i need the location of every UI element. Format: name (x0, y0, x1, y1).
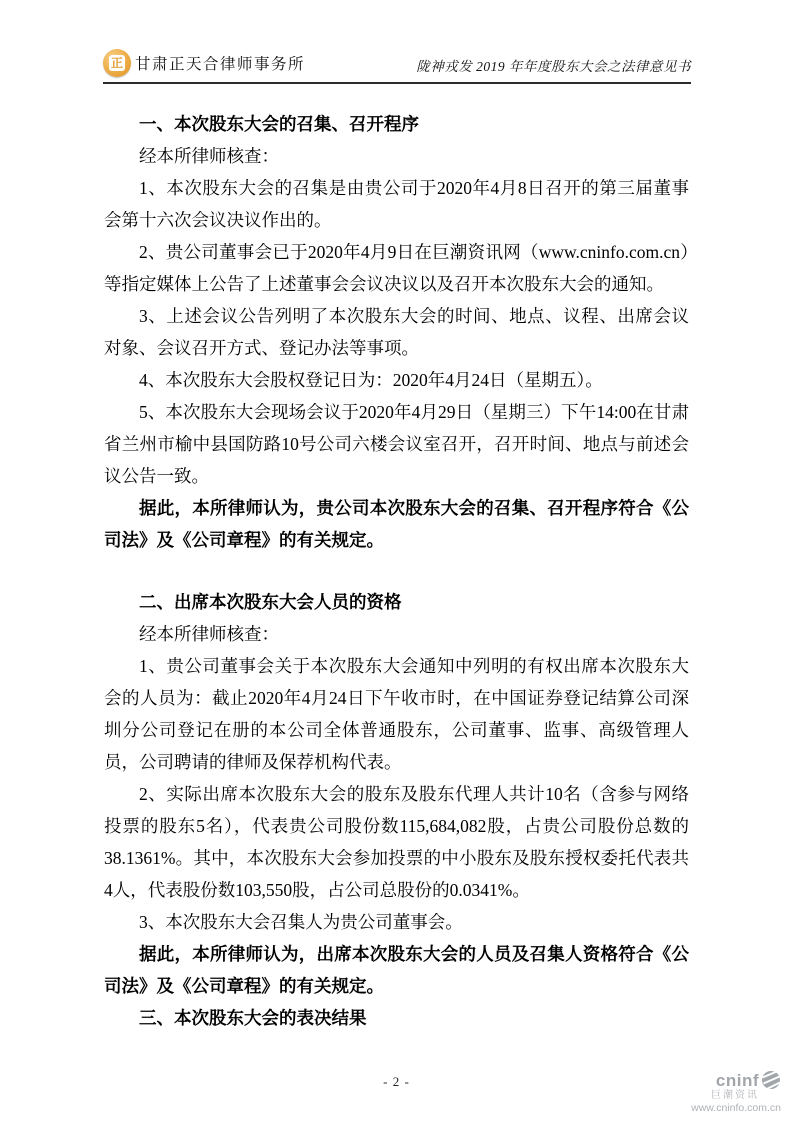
paragraph: 经本所律师核查： (139, 624, 279, 644)
paragraph: 3、本次股东大会召集人为贵公司董事会。 (139, 912, 463, 932)
paragraph: 4、本次股东大会股权登记日为：2020年4月24日（星期五）。 (139, 370, 603, 390)
document-title: 陇神戎发 2019 年年度股东大会之法律意见书 (416, 59, 691, 74)
paragraph: 2、实际出席本次股东大会的股东及股东代理人共计10名（含参与网络投票的股东5名），代表贵公司股份数115,684,082股，占贵公司股份总数的38.1361%。其中，本次股东大会参加投票的中小股东及股东授权委托代表共4人，代表股份数103,550股，占公司总股份的0.0341%。 (104, 784, 689, 900)
cninfo-chinese-name: 巨潮资讯 (711, 1090, 759, 1102)
paragraph: 5、本次股东大会现场会议于2020年4月29日（星期三）下午14:00在甘肃省兰州市榆中县国防路10号公司六楼会议室召开，召开时间、地点与前述会议公告一致。 (104, 402, 689, 486)
law-firm-logo-glyph: 正 (110, 56, 123, 70)
law-firm-brand (103, 49, 305, 77)
page-header (103, 0, 691, 84)
paragraph: 1、贵公司董事会关于本次股东大会通知中列明的有权出席本次股东大会的人员为：截止2020年4月24日下午收市时，在中国证券登记结算公司深圳分公司登记在册的本公司全体普通股东，公司董事、监事、高级管理人员，公司聘请的律师及保荐机构代表。 (104, 656, 689, 772)
section-heading-2: 二、出席本次股东大会人员的资格 (139, 592, 402, 612)
conclusion-paragraph: 据此，本所律师认为，出席本次股东大会的人员及召集人资格符合《公司法》及《公司章程》的有关规定。 (104, 944, 689, 996)
document-body (104, 108, 689, 1034)
paragraph: 2、贵公司董事会已于2020年4月9日在巨潮资讯网（www.cninfo.com.cn）等指定媒体上公告了上述董事会会议决议以及召开本次股东大会的通知。 (104, 242, 689, 294)
law-firm-name: 甘肃正天合律师事务所 (135, 56, 306, 73)
law-firm-logo-icon (103, 49, 131, 77)
cninfo-watermark (691, 1070, 781, 1114)
paragraph: 1、本次股东大会的召集是由贵公司于2020年4月8日召开的第三届董事会第十六次会议决议作出的。 (104, 178, 689, 230)
cninfo-swirl-icon (761, 1070, 781, 1090)
conclusion-paragraph: 据此，本所律师认为，贵公司本次股东大会的召集、召开程序符合《公司法》及《公司章程》的有关规定。 (104, 498, 689, 550)
cninfo-brand-text: cninf (715, 1070, 759, 1090)
paragraph: 3、上述会议公告列明了本次股东大会的时间、地点、议程、出席会议对象、会议召开方式、登记办法等事项。 (104, 306, 689, 358)
section-heading-3: 三、本次股东大会的表决结果 (139, 1008, 367, 1028)
page-number: - 2 - (383, 1074, 410, 1089)
paragraph: 经本所律师核查： (139, 146, 279, 166)
section-heading-1: 一、本次股东大会的召集、召开程序 (139, 114, 419, 134)
cninfo-url: www.cninfo.com.cn (691, 1101, 781, 1114)
